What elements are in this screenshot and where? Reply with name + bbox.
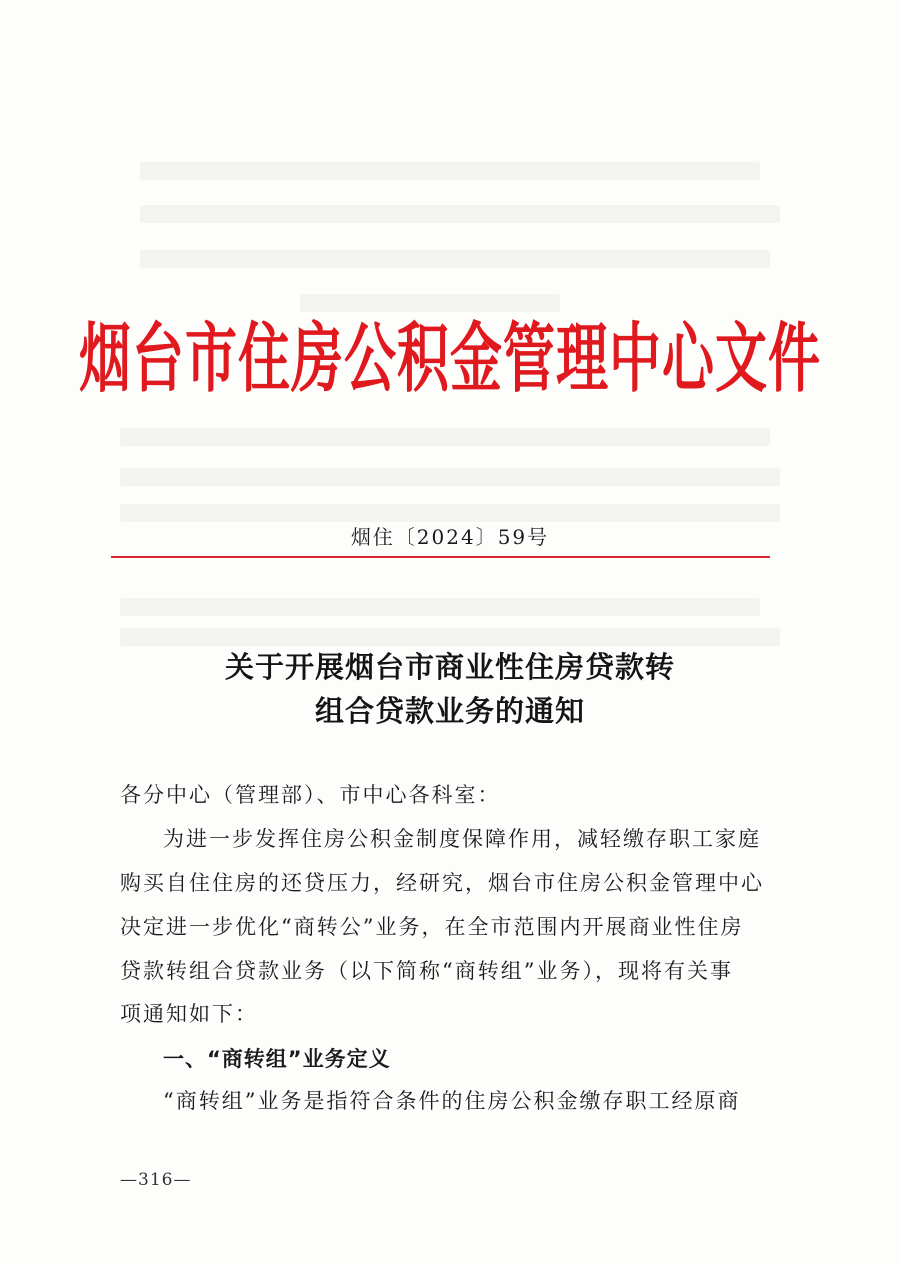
section-heading: 一、“商转组”业务定义 <box>163 1047 391 1071</box>
bleed-through-mark <box>140 162 760 180</box>
bleed-through-mark <box>120 428 770 446</box>
paragraph-line: 为进一步发挥住房公积金制度保障作用，减轻缴存职工家庭 <box>163 827 761 851</box>
bleed-through-mark <box>140 250 770 268</box>
issuing-authority-header: 烟台市住房公积金管理中心文件 <box>78 316 821 404</box>
salutation: 各分中心（管理部）、市中心各科室： <box>120 783 501 807</box>
bleed-through-mark <box>120 598 760 616</box>
bleed-through-mark <box>120 468 780 486</box>
paragraph-line: 购买自住住房的还贷压力，经研究，烟台市住房公积金管理中心 <box>120 871 764 895</box>
bleed-through-mark <box>120 504 780 522</box>
bleed-through-mark <box>140 205 780 223</box>
bleed-through-mark <box>120 628 780 646</box>
red-separator-line <box>111 556 770 558</box>
page-number: —316— <box>120 1170 192 1190</box>
paragraph-line: “商转组”业务是指符合条件的住房公积金缴存职工经原商 <box>163 1089 741 1113</box>
notice-title-line-2: 组合贷款业务的通知 <box>314 694 585 728</box>
document-number: 烟住〔2024〕59号 <box>350 525 550 549</box>
paragraph-line: 贷款转组合贷款业务（以下简称“商转组”业务），现将有关事 <box>120 959 733 983</box>
paragraph-line: 项通知如下： <box>120 1002 258 1026</box>
paragraph-line: 决定进一步优化“商转公”业务，在全市范围内开展商业性住房 <box>120 915 744 939</box>
notice-title-line-1: 关于开展烟台市商业性住房贷款转 <box>224 650 675 684</box>
bleed-through-mark <box>300 294 560 312</box>
